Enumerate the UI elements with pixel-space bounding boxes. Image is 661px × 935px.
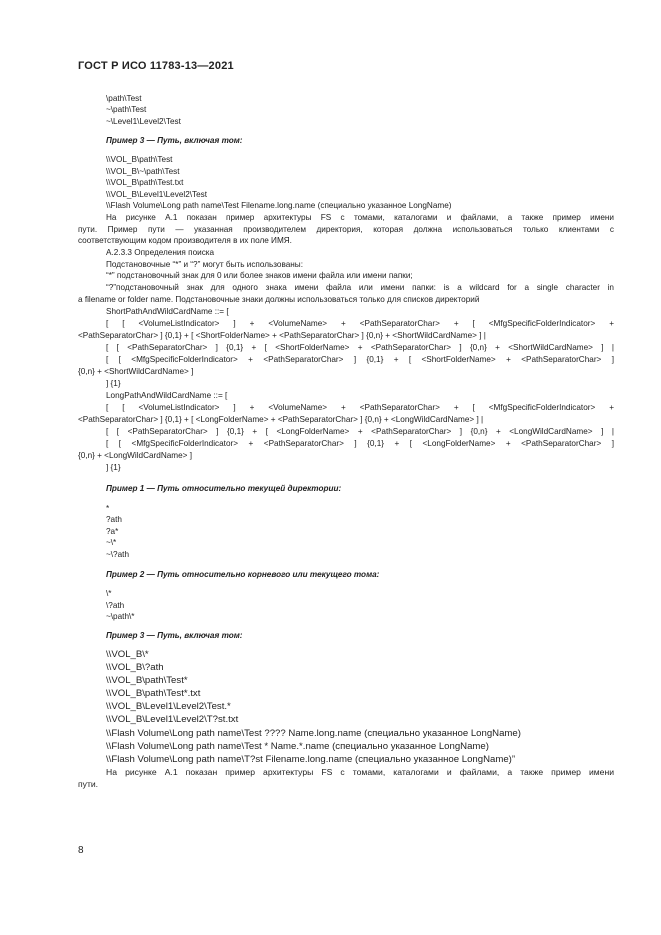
paragraph-line: На рисунке А.1 показан пример архитектуры FS с томами, каталогами и файлами, а также пример имени: [106, 213, 614, 222]
grammar-line: [ [ <PathSeparatorChar> ] {0,1} + [ <ShortFolderName> + <PathSeparatorChar> ] {0,n} + <ShortWildCardName> ] |: [106, 343, 614, 352]
grammar-line: [ [ <MfgSpecificFolderIndicator> + <PathSeparatorChar> ] {0,1} + [ <LongFolderName> + <PathSeparatorChar> ]: [106, 439, 614, 448]
page-number: 8: [78, 845, 84, 856]
path-line: ?ath: [106, 515, 122, 524]
grammar-close: ] {1}: [106, 463, 121, 472]
path-line: \path\Test: [106, 94, 142, 103]
path-line: \\VOL_B\*: [106, 649, 149, 660]
path-line: ~\Level1\Level2\Test: [106, 117, 181, 126]
paragraph-line: На рисунке А.1 показан пример архитектуры FS с томами, каталогами и файлами, а также пример имени: [106, 767, 614, 777]
path-line: *: [106, 504, 110, 513]
grammar-line: [ [ <VolumeListIndicator> ] + <VolumeName> + <PathSeparatorChar> + [ <MfgSpecificFolderIndicator> +: [106, 319, 614, 328]
path-line: ~\*: [106, 538, 117, 547]
path-line: \\VOL_B\Level1\Level2\T?st.txt: [106, 714, 239, 725]
grammar-line: <PathSeparatorChar> ] {0,1} + [ <ShortFolderName> + <PathSeparatorChar> ] {0,n} + <ShortWildCardName> ] |: [78, 331, 486, 340]
grammar-line: [ [ <PathSeparatorChar> ] {0,1} + [ <LongFolderName> + <PathSeparatorChar> ] {0,n} + <LongWildCardName> ] |: [106, 427, 614, 436]
path-line: \\Flash Volume\Long path name\Test * Name.*.name (специально указанное LongName): [106, 741, 489, 752]
grammar-line: [ [ <VolumeListIndicator> ] + <VolumeName> + <PathSeparatorChar> + [ <MfgSpecificFolderIndicator> +: [106, 403, 614, 412]
document-header: ГОСТ Р ИСО 11783-13—2021: [78, 60, 234, 72]
paragraph-line: пути. Пример пути — указанная производителем директория, которая должна использоваться только клиентами с: [78, 225, 614, 234]
path-line: \\VOL_B\path\Test*: [106, 675, 188, 686]
grammar-name: ShortPathAndWildCardName ::= [: [106, 307, 229, 316]
path-line: ~\path\Test: [106, 105, 147, 114]
path-line: ~\?ath: [106, 550, 129, 559]
grammar-line: [ [ <MfgSpecificFolderIndicator> + <PathSeparatorChar> ] {0,1} + [ <ShortFolderName> + <PathSeparatorChar> ]: [106, 355, 614, 364]
path-line: \?ath: [106, 601, 125, 610]
path-line: \\VOL_B\path\Test: [106, 155, 173, 164]
grammar-close: ] {1}: [106, 379, 121, 388]
example-heading: Пример 3 — Путь, включая том:: [106, 631, 243, 640]
example-heading: Пример 2 — Путь относительно корневого или текущего тома:: [106, 570, 380, 579]
grammar-line: {0,n} + <ShortWildCardName> ]: [78, 367, 194, 376]
path-line: \*: [106, 589, 112, 598]
paragraph-line: пути.: [78, 779, 99, 789]
path-line: \\Flash Volume\Long path name\Test Filename.long.name (специально указанное LongName): [106, 201, 452, 210]
path-line: \\VOL_B\path\Test*.txt: [106, 688, 201, 699]
paragraph-line: a filename or folder name. Подстановочные знаки должны использоваться только для списков директорий: [78, 295, 480, 304]
paragraph-line: Подстановочные “*” и “?” могут быть использованы:: [106, 260, 303, 269]
path-line: ?a*: [106, 527, 119, 536]
path-line: \\VOL_B\Level1\Level2\Test.*: [106, 701, 231, 712]
path-line: ~\path\*: [106, 612, 135, 621]
path-line: \\VOL_B\?ath: [106, 662, 164, 673]
paragraph-line: соответствующим кодом производителя в их поле ИМЯ.: [78, 236, 292, 245]
path-line: \\Flash Volume\Long path name\T?st Filename.long.name (специально указанное LongName)”: [106, 754, 516, 765]
example-heading: Пример 1 — Путь относительно текущей директории:: [106, 484, 342, 493]
path-line: \\VOL_B\~\path\Test: [106, 167, 180, 176]
path-line: \\VOL_B\Level1\Level2\Test: [106, 190, 208, 199]
paragraph-line: “*” подстановочный знак для 0 или более знаков имени файла или имени папки;: [106, 271, 413, 280]
path-line: \\VOL_B\path\Test.txt: [106, 178, 184, 187]
example-heading: Пример 3 — Путь, включая том:: [106, 136, 243, 145]
grammar-name: LongPathAndWildCardName ::= [: [106, 391, 228, 400]
paragraph-line: “?”подстановочный знак для одного знака имени файла или имени папки: is a wildcard for a single character in: [106, 283, 614, 292]
section-title: A.2.3.3 Определения поиска: [106, 248, 215, 257]
path-line: \\Flash Volume\Long path name\Test ???? Name.long.name (специально указанное LongName): [106, 728, 521, 739]
grammar-line: <PathSeparatorChar> ] {0,1} + [ <LongFolderName> + <PathSeparatorChar> ] {0,n} + <LongWildCardName> ] |: [78, 415, 484, 424]
grammar-line: {0,n} + <LongWildCardName> ]: [78, 451, 193, 460]
